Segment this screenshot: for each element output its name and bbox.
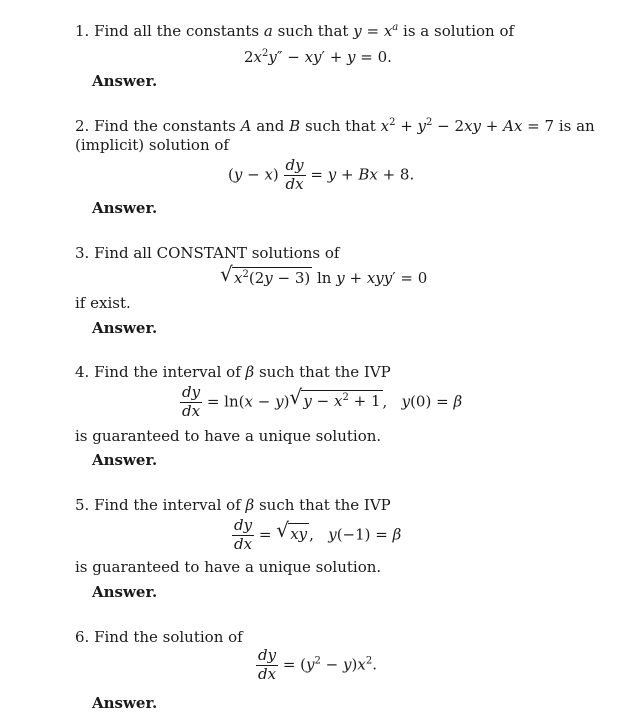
problem-3-prompt: 3. Find all CONSTANT solutions of (75, 244, 340, 262)
problem-2-prompt-line2: (implicit) solution of (75, 136, 229, 154)
answer-label-2: Answer. (92, 199, 158, 217)
problem-4-prompt: 4. Find the interval of β such that the IVP (75, 363, 391, 381)
problem-6-prompt: 6. Find the solution of (75, 628, 243, 646)
problem-5-prompt: 5. Find the interval of β such that the IVP (75, 496, 391, 514)
answer-label-3: Answer. (92, 319, 158, 337)
answer-label-6: Answer. (92, 694, 158, 712)
problem-5-after: is guaranteed to have a unique solution. (75, 558, 382, 576)
problem-1-equation: $2x^2y'' - xy' + y = 0$. (244, 48, 392, 66)
problem-2-prompt: 2. Find the constants A and B such that $x^2 + y^2 - 2xy + Ax = 7$ is an (75, 117, 595, 135)
problem-1-prompt: 1. Find all the constants a such that $y = x^a$ is a solution of (75, 22, 515, 40)
problem-5-equation: $\frac{dy}{dx}$ = √ xy , y(−1) = β (234, 516, 402, 553)
problem-3-equation: √ $x^2(2y - 3)$ ln y + xyy′ = 0 (220, 262, 428, 287)
problem-6-equation: $\frac{dy}{dx}$ = $(y^2 - y)x^2$. (258, 646, 377, 683)
problem-2-equation: (y − x) $\frac{dy}{dx}$ = y + Bx + 8. (228, 156, 415, 193)
problem-4-after: is guaranteed to have a unique solution. (75, 427, 382, 445)
problem-3-after: if exist. (75, 294, 131, 312)
answer-label-5: Answer. (92, 583, 158, 601)
answer-label-1: Answer. (92, 72, 158, 90)
problem-4-equation: $\frac{dy}{dx}$ = ln(x − y) √ $y - x^2 + 1$ , y(0) = β (182, 383, 463, 420)
answer-label-4: Answer. (92, 451, 158, 469)
